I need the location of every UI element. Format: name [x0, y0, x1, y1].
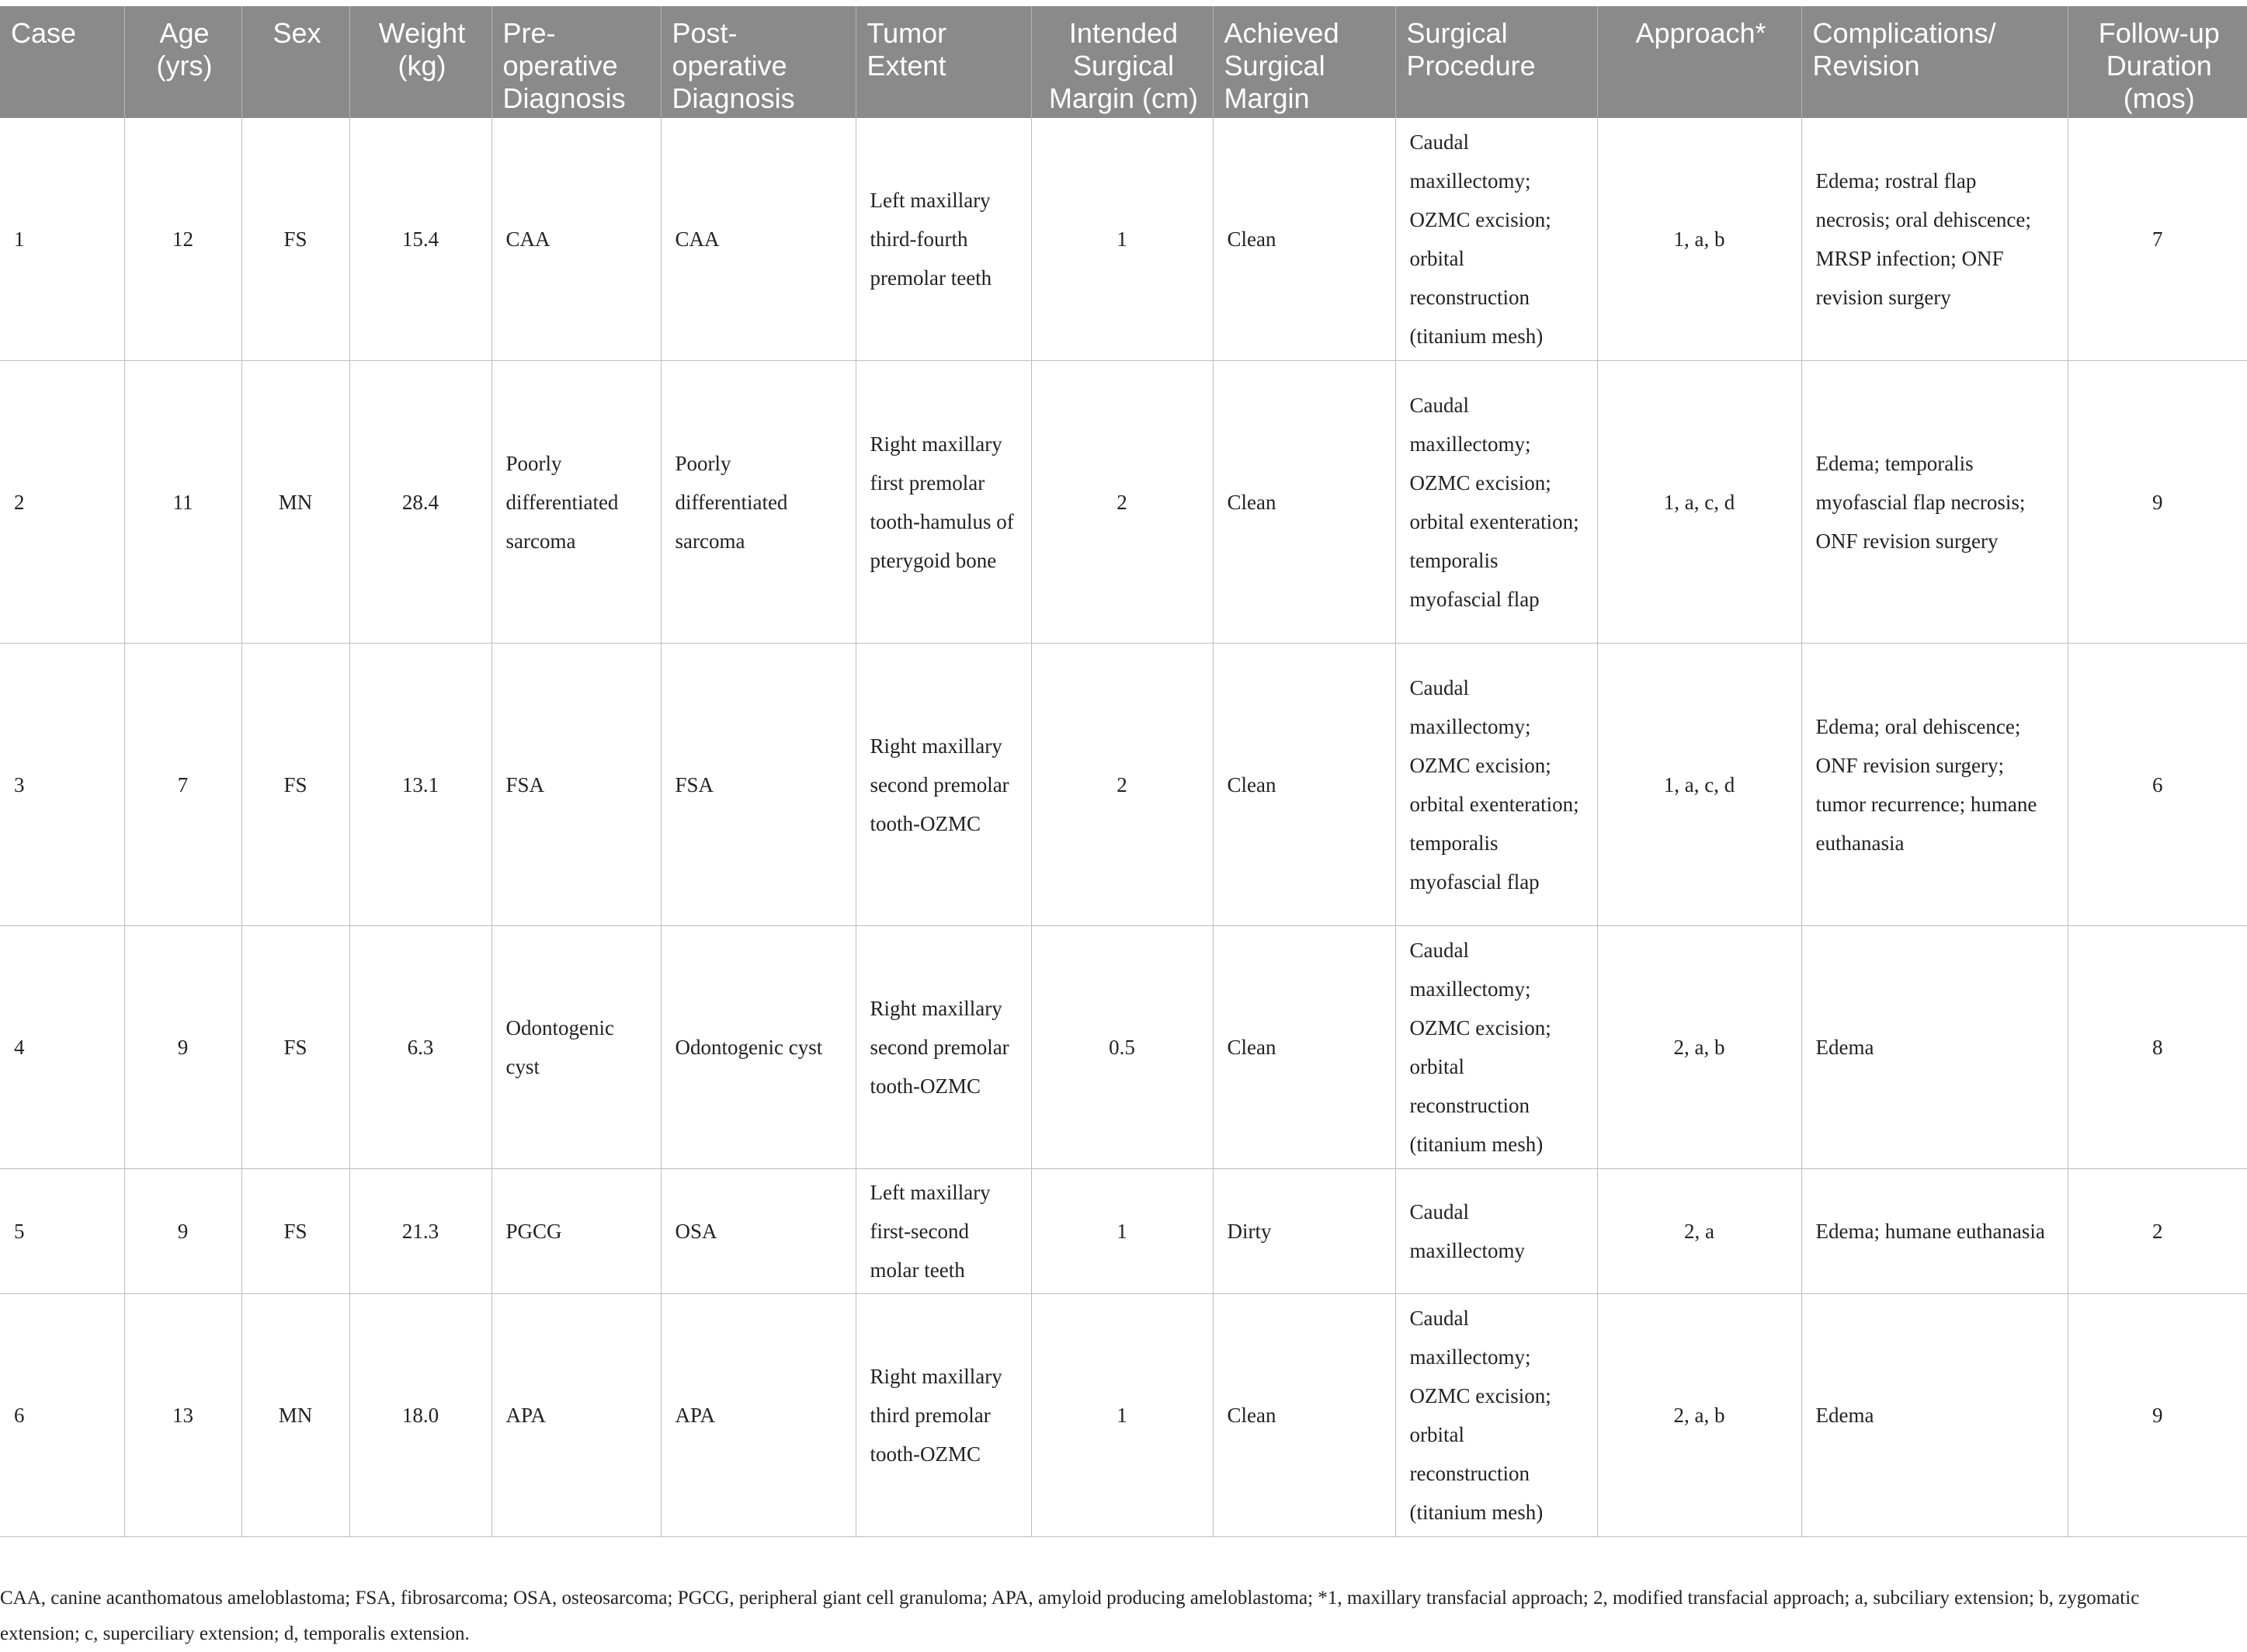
cell-postop-diagnosis: Poorly differentiated sarcoma	[661, 361, 856, 644]
cell-sex: MN	[241, 361, 349, 644]
cell-follow-up: 7	[2068, 118, 2247, 361]
cell-tumor-extent: Right maxillary third premolar tooth-OZMC	[856, 1294, 1031, 1537]
cell-complications: Edema	[1801, 1294, 2068, 1537]
cell-preop-diagnosis: CAA	[491, 118, 661, 361]
cell-preop-diagnosis: Odontogenic cyst	[491, 926, 661, 1169]
header-approach: Approach*	[1597, 6, 1801, 118]
cell-case: 1	[0, 118, 124, 361]
cell-intended-margin: 1	[1031, 1169, 1213, 1294]
cell-age: 12	[124, 118, 241, 361]
table-row	[0, 926, 2247, 1169]
cell-surgical-procedure: Caudal maxillectomy; OZMC excision; orbital exenteration; temporalis myofascial flap	[1395, 644, 1597, 926]
cell-intended-margin: 1	[1031, 118, 1213, 361]
cell-age: 9	[124, 926, 241, 1169]
table-row	[0, 118, 2247, 361]
cell-postop-diagnosis: FSA	[661, 644, 856, 926]
header-surgical-procedure: Surgical Procedure	[1395, 6, 1597, 118]
cell-case: 3	[0, 644, 124, 926]
cell-surgical-procedure: Caudal maxillectomy; OZMC excision; orbital reconstruction (titanium mesh)	[1395, 118, 1597, 361]
table-row	[0, 361, 2247, 644]
cell-tumor-extent: Right maxillary second premolar tooth-OZMC	[856, 644, 1031, 926]
cell-postop-diagnosis: OSA	[661, 1169, 856, 1294]
cell-tumor-extent: Right maxillary first premolar tooth-hamulus of pterygoid bone	[856, 361, 1031, 644]
cell-age: 7	[124, 644, 241, 926]
cell-approach: 1, a, b	[1597, 118, 1801, 361]
cell-complications: Edema; rostral flap necrosis; oral dehiscence; MRSP infection; ONF revision surgery	[1801, 118, 2068, 361]
cell-surgical-procedure: Caudal maxillectomy; OZMC excision; orbital reconstruction (titanium mesh)	[1395, 926, 1597, 1169]
header-tumor-extent: Tumor Extent	[856, 6, 1031, 118]
cell-complications: Edema; oral dehiscence; ONF revision surgery; tumor recurrence; humane euthanasia	[1801, 644, 2068, 926]
cell-sex: FS	[241, 118, 349, 361]
cell-weight: 28.4	[349, 361, 491, 644]
table-row	[0, 644, 2247, 926]
cell-postop-diagnosis: CAA	[661, 118, 856, 361]
cell-age: 11	[124, 361, 241, 644]
cell-surgical-procedure: Caudal maxillectomy	[1395, 1169, 1597, 1294]
cell-weight: 18.0	[349, 1294, 491, 1537]
cell-approach: 1, a, c, d	[1597, 361, 1801, 644]
cell-surgical-procedure: Caudal maxillectomy; OZMC excision; orbital reconstruction (titanium mesh)	[1395, 1294, 1597, 1537]
cell-approach: 2, a, b	[1597, 1294, 1801, 1537]
cell-follow-up: 9	[2068, 1294, 2247, 1537]
cell-achieved-margin: Clean	[1213, 1294, 1395, 1537]
cell-postop-diagnosis: Odontogenic cyst	[661, 926, 856, 1169]
cell-follow-up: 6	[2068, 644, 2247, 926]
cell-age: 13	[124, 1294, 241, 1537]
cell-achieved-margin: Clean	[1213, 644, 1395, 926]
cell-preop-diagnosis: APA	[491, 1294, 661, 1537]
cell-achieved-margin: Clean	[1213, 926, 1395, 1169]
cell-tumor-extent: Left maxillary third-fourth premolar teeth	[856, 118, 1031, 361]
cell-follow-up: 8	[2068, 926, 2247, 1169]
cell-sex: MN	[241, 1294, 349, 1537]
table-row	[0, 1294, 2247, 1537]
cell-weight: 21.3	[349, 1169, 491, 1294]
cell-intended-margin: 1	[1031, 1294, 1213, 1537]
cell-achieved-margin: Clean	[1213, 361, 1395, 644]
cell-achieved-margin: Dirty	[1213, 1169, 1395, 1294]
cell-intended-margin: 0.5	[1031, 926, 1213, 1169]
cell-age: 9	[124, 1169, 241, 1294]
cell-case: 2	[0, 361, 124, 644]
cell-sex: FS	[241, 1169, 349, 1294]
data-table	[0, 6, 2247, 1537]
cell-postop-diagnosis: APA	[661, 1294, 856, 1537]
cell-follow-up: 9	[2068, 361, 2247, 644]
cell-complications: Edema; humane euthanasia	[1801, 1169, 2068, 1294]
cell-achieved-margin: Clean	[1213, 118, 1395, 361]
cell-preop-diagnosis: FSA	[491, 644, 661, 926]
cell-sex: FS	[241, 644, 349, 926]
cell-preop-diagnosis: Poorly differentiated sarcoma	[491, 361, 661, 644]
cell-weight: 6.3	[349, 926, 491, 1169]
cell-sex: FS	[241, 926, 349, 1169]
cell-tumor-extent: Right maxillary second premolar tooth-OZMC	[856, 926, 1031, 1169]
cell-tumor-extent: Left maxillary first-second molar teeth	[856, 1169, 1031, 1294]
cell-approach: 1, a, c, d	[1597, 644, 1801, 926]
header-age: Age (yrs)	[124, 6, 241, 118]
cell-case: 6	[0, 1294, 124, 1537]
cell-complications: Edema; temporalis myofascial flap necrosis; ONF revision surgery	[1801, 361, 2068, 644]
cell-intended-margin: 2	[1031, 361, 1213, 644]
cell-approach: 2, a	[1597, 1169, 1801, 1294]
cell-follow-up: 2	[2068, 1169, 2247, 1294]
header-row	[0, 6, 2247, 118]
header-complications: Complications/ Revision	[1801, 6, 2068, 118]
header-weight: Weight (kg)	[349, 6, 491, 118]
cell-weight: 15.4	[349, 118, 491, 361]
cell-complications: Edema	[1801, 926, 2068, 1169]
header-preop-diagnosis: Pre-operative Diagnosis	[491, 6, 661, 118]
cell-case: 5	[0, 1169, 124, 1294]
header-achieved-margin: Achieved Surgical Margin	[1213, 6, 1395, 118]
cell-weight: 13.1	[349, 644, 491, 926]
cell-approach: 2, a, b	[1597, 926, 1801, 1169]
header-follow-up: Follow-up Duration (mos)	[2068, 6, 2247, 118]
table-row	[0, 1169, 2247, 1294]
table-footnote: CAA, canine acanthomatous ameloblastoma; FSA, fibrosarcoma; OSA, osteosarcoma; PGCG, peripheral giant cell granuloma; APA, amyloid producing ameloblastoma; *1, maxillary transfacial approach; 2, modified transfacial approach; a, subciliary extension; b, zygomatic extension; c, superciliary extension; d, temporalis extension.	[0, 1588, 2140, 1644]
cell-case: 4	[0, 926, 124, 1169]
header-intended-margin: Intended Surgical Margin (cm)	[1031, 6, 1213, 118]
cell-preop-diagnosis: PGCG	[491, 1169, 661, 1294]
header-case: Case	[0, 6, 124, 118]
header-postop-diagnosis: Post-operative Diagnosis	[661, 6, 856, 118]
cell-intended-margin: 2	[1031, 644, 1213, 926]
header-sex: Sex	[241, 6, 349, 118]
cell-surgical-procedure: Caudal maxillectomy; OZMC excision; orbital exenteration; temporalis myofascial flap	[1395, 361, 1597, 644]
